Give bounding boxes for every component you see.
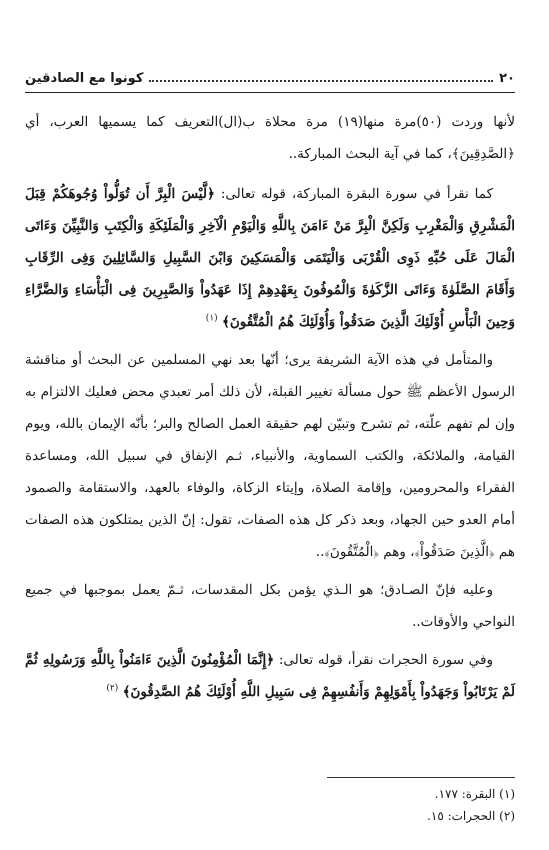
running-header	[25, 66, 515, 86]
footnote-rule	[327, 777, 515, 778]
footnote-ref-1: (١)	[205, 313, 218, 324]
paragraph-3: والمتأمل في هذه الآية الشريفة يرى؛ أنّها بعد نهي المسلمين عن البحث أو مناقشة الرسول الأعظم ﷺ حول مسألة تغيير القبلة، لأن ذلك أمر تعبدي محض فعليك الالتزام به وإن لم تفهم علّته، ثم تشرح وتبيّن لهم حقيقة العمل الصالح والبر؛ بأنّه الإيمان بالله، ويوم القيامة، والملائكة، والكتب السماوية، والأنبياء، ثـم الإنفاق في سبيل الله، ومساعدة الفقراء والمحرومين، وإقامة الصلاة، وإيتاء الزكاة، والوفاء بالعهد، والاستقامة والصمود أمام العدو حين الجهاد، وبعد ذكر كل هذه الصفات، تقول: إنّ الذين يمتلكون هذه الصفات هم ﴿الَّذِينَ صَدَقُواْ﴾، وهم ﴿الْمُتَّقُونَ﴾..	[25, 352, 515, 560]
header-rule	[25, 92, 515, 93]
footnote-2: (٢) الحجرات: ١٥.	[427, 809, 515, 823]
paragraph-1: لأنها وردت (٥٠)مرة منها(١٩) مرة محلاة ب(ال)التعريف كما يسميها العرب، أي ﴿الصَّدِقِينَ﴾، كما في آية البحث المباركة..	[25, 114, 516, 162]
main-text	[25, 106, 515, 708]
footnote-1: (١) البقرة: ١٧٧.	[434, 787, 515, 801]
footnote-ref-2: (٢)	[106, 683, 119, 694]
header-dot-leader	[149, 80, 493, 82]
paragraph-4: وعليه فإنّ الصـادق؛ هو الـذي يؤمن بكل المقدسات، ثـمّ يعمل بموجبها في جميع النواحي والأوقات..	[25, 582, 515, 630]
page-number: ٢٠	[499, 71, 515, 86]
quran-verse-baqarah: ﴿لَّيْسَ الْبِرَّ أَن تُوَلُّواْ وُجُوهَكُمْ قِبَلَ الْمَشْرِقِ وَالْمَغْرِبِ وَلَكِنَّ الْبِرَّ مَنْ ءَامَنَ بِاللَّهِ وَالْيَوْمِ الْآخِرِ وَالْمَلَئِكَةِ وَالْكِتَبِ وَالنَّبِيِّنَ وَءَاتَى الْمَالَ عَلَى حُبِّهِ ذَوِى الْقُرْبَى وَالْيَتَمَى وَالْمَسَكِينَ وَابْنَ السَّبِيلِ وَالسَّائِلِينَ وَفِى الرِّقَابِ وَأَقَامَ الصَّلَوٰةَ وَءَاتَى الزَّكَوٰةَ وَالْمُوفُونَ بِعَهْدِهِمْ إِذَا عَهَدُواْ وَالصَّبِرِينَ فِى الْبَأْسَاءِ وَالضَّرَّاءِ وَحِينَ الْبَأْسِ أُوْلَئِكَ الَّذِينَ صَدَقُواْ وَأُوْلَئِكَ هُمُ الْمُتَّقُونَ﴾	[25, 186, 515, 330]
chapter-title: كونوا مع الصادقين	[25, 71, 144, 86]
paragraph-5-intro: وفي سورة الحجرات نقرأ، قوله تعالى:	[278, 652, 493, 668]
footnotes	[25, 783, 515, 827]
paragraph-2-intro: كما نقرأ في سورة البقرة المباركة، قوله تعالى:	[220, 186, 494, 202]
quran-verse-hujurat: ﴿إِنَّمَا الْمُؤْمِنُونَ الَّذِينَ ءَامَنُواْ بِاللَّهِ وَرَسُولِهِ ثُمَّ لَمْ يَرْتَابُواْ وَجَهَدُواْ بِأَمْوَلِهِمْ وَأَنفُسِهِمْ فِى سَبِيلِ اللَّهِ أُوْلَئِكَ هُمُ الصَّدِقُونَ﴾	[25, 652, 515, 700]
paragraph-5	[25, 644, 515, 708]
paragraph-2	[25, 178, 515, 338]
